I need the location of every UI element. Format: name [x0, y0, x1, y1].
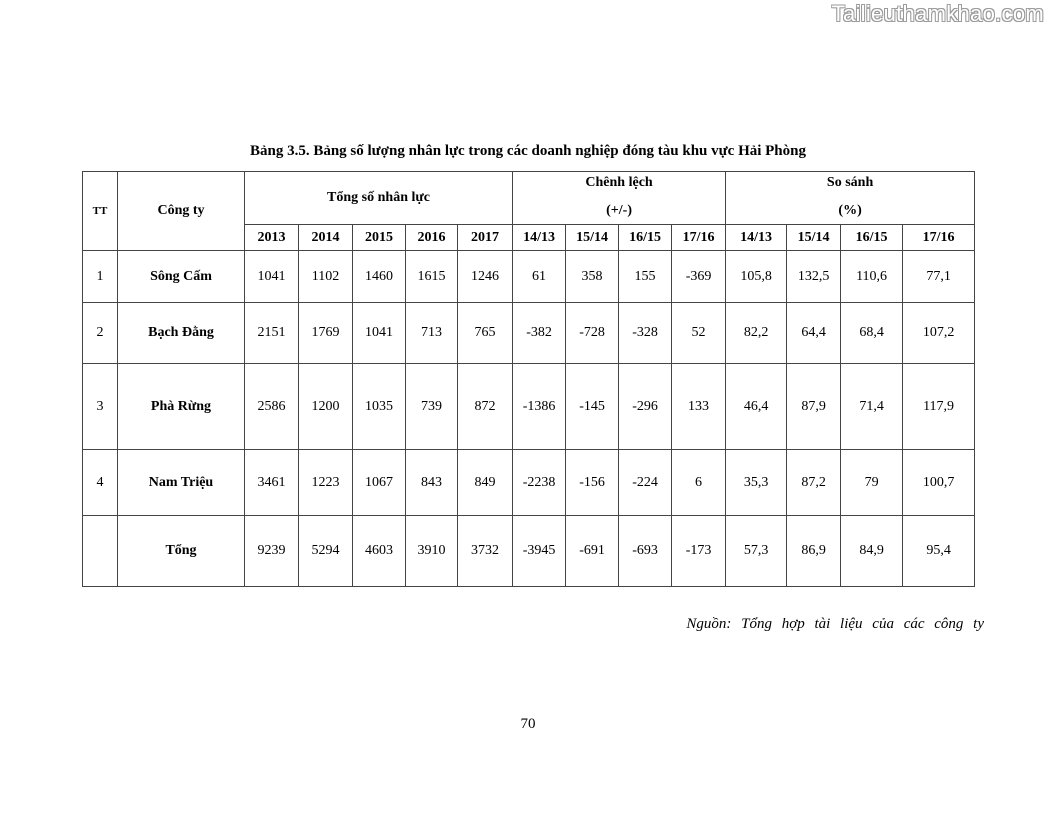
cell-total: 843 — [406, 450, 458, 516]
page-number: 70 — [520, 716, 536, 732]
header-compare-unit: (%) — [838, 203, 862, 218]
cell-total: 765 — [458, 303, 513, 364]
cell-total: 1067 — [353, 450, 406, 516]
cell-compare: 71,4 — [841, 364, 903, 450]
cell-diff: -156 — [566, 450, 619, 516]
workforce-table — [82, 171, 975, 587]
cell-total: 1102 — [299, 251, 353, 303]
cell-total: 1460 — [353, 251, 406, 303]
cell-diff: -1386 — [513, 364, 566, 450]
cell-compare: 132,5 — [787, 251, 841, 303]
table-row — [83, 364, 975, 450]
cell-total: 1200 — [299, 364, 353, 450]
cell-diff: 358 — [566, 251, 619, 303]
cell-diff: -328 — [619, 303, 672, 364]
header-compare-period: 17/16 — [903, 225, 975, 251]
header-tt: TT — [83, 172, 118, 251]
cell-total: 872 — [458, 364, 513, 450]
cell-diff: 61 — [513, 251, 566, 303]
cell-compare: 107,2 — [903, 303, 975, 364]
header-compare-period: 15/14 — [787, 225, 841, 251]
cell-total: 713 — [406, 303, 458, 364]
cell-diff: -728 — [566, 303, 619, 364]
header-diff-period: 15/14 — [566, 225, 619, 251]
cell-compare: 117,9 — [903, 364, 975, 450]
cell-diff: -224 — [619, 450, 672, 516]
cell-diff: -693 — [619, 516, 672, 587]
header-diff-label: Chênh lệch — [585, 175, 653, 190]
cell-compare: 82,2 — [726, 303, 787, 364]
cell-compare: 87,2 — [787, 450, 841, 516]
cell-diff: 52 — [672, 303, 726, 364]
header-diff-period: 14/13 — [513, 225, 566, 251]
cell-compare: 100,7 — [903, 450, 975, 516]
cell-compare: 105,8 — [726, 251, 787, 303]
table-row — [83, 450, 975, 516]
cell-diff: 6 — [672, 450, 726, 516]
cell-total: 1041 — [353, 303, 406, 364]
cell-compare: 35,3 — [726, 450, 787, 516]
header-diff-period: 17/16 — [672, 225, 726, 251]
cell-diff: 155 — [619, 251, 672, 303]
cell-compare: 57,3 — [726, 516, 787, 587]
header-year: 2016 — [406, 225, 458, 251]
row-tt: 4 — [83, 450, 118, 516]
cell-compare: 77,1 — [903, 251, 975, 303]
cell-diff: -369 — [672, 251, 726, 303]
cell-diff: -145 — [566, 364, 619, 450]
header-diff-period: 16/15 — [619, 225, 672, 251]
row-tt: 2 — [83, 303, 118, 364]
cell-compare: 84,9 — [841, 516, 903, 587]
cell-total: 1035 — [353, 364, 406, 450]
header-diff-group — [513, 172, 726, 225]
row-company: Bạch Đằng — [118, 303, 245, 364]
table-body — [83, 172, 975, 587]
row-tt — [83, 516, 118, 587]
cell-compare: 79 — [841, 450, 903, 516]
watermark-text: Tailieuthamkhao.com — [831, 1, 1044, 26]
cell-diff: -3945 — [513, 516, 566, 587]
header-total-group: Tổng số nhân lực — [245, 172, 513, 225]
table-row — [83, 251, 975, 303]
header-year: 2013 — [245, 225, 299, 251]
table-caption: Bảng 3.5. Bảng số lượng nhân lực trong các doanh nghiệp đóng tàu khu vực Hải Phòng — [249, 143, 806, 159]
cell-total: 2151 — [245, 303, 299, 364]
source-note: Nguồn: Tổng hợp tài liệu của các công ty — [686, 616, 984, 632]
cell-compare: 87,9 — [787, 364, 841, 450]
table-row — [83, 516, 975, 587]
cell-compare: 95,4 — [903, 516, 975, 587]
cell-diff: -173 — [672, 516, 726, 587]
cell-total: 1246 — [458, 251, 513, 303]
cell-diff: -2238 — [513, 450, 566, 516]
row-company: Tổng — [118, 516, 245, 587]
header-row-groups — [83, 172, 975, 225]
cell-total: 1769 — [299, 303, 353, 364]
cell-total: 3910 — [406, 516, 458, 587]
cell-diff: -296 — [619, 364, 672, 450]
cell-total: 2586 — [245, 364, 299, 450]
header-diff-unit: (+/-) — [606, 203, 632, 218]
row-tt: 3 — [83, 364, 118, 450]
header-compare-label: So sánh — [826, 175, 874, 190]
cell-compare: 68,4 — [841, 303, 903, 364]
row-tt: 1 — [83, 251, 118, 303]
cell-diff: -691 — [566, 516, 619, 587]
cell-total: 4603 — [353, 516, 406, 587]
row-company: Phà Rừng — [118, 364, 245, 450]
table-row — [83, 303, 975, 364]
cell-compare: 110,6 — [841, 251, 903, 303]
cell-compare: 86,9 — [787, 516, 841, 587]
header-compare-period: 16/15 — [841, 225, 903, 251]
header-compare-period: 14/13 — [726, 225, 787, 251]
cell-compare: 46,4 — [726, 364, 787, 450]
cell-total: 1615 — [406, 251, 458, 303]
cell-diff: 133 — [672, 364, 726, 450]
row-company: Sông Cấm — [118, 251, 245, 303]
header-year: 2017 — [458, 225, 513, 251]
cell-total: 739 — [406, 364, 458, 450]
cell-diff: -382 — [513, 303, 566, 364]
header-company: Công ty — [118, 172, 245, 251]
header-compare-group — [726, 172, 975, 225]
cell-total: 3461 — [245, 450, 299, 516]
cell-total: 3732 — [458, 516, 513, 587]
cell-total: 1223 — [299, 450, 353, 516]
cell-total: 5294 — [299, 516, 353, 587]
cell-total: 1041 — [245, 251, 299, 303]
cell-total: 849 — [458, 450, 513, 516]
cell-compare: 64,4 — [787, 303, 841, 364]
header-year: 2015 — [353, 225, 406, 251]
cell-total: 9239 — [245, 516, 299, 587]
row-company: Nam Triệu — [118, 450, 245, 516]
header-year: 2014 — [299, 225, 353, 251]
